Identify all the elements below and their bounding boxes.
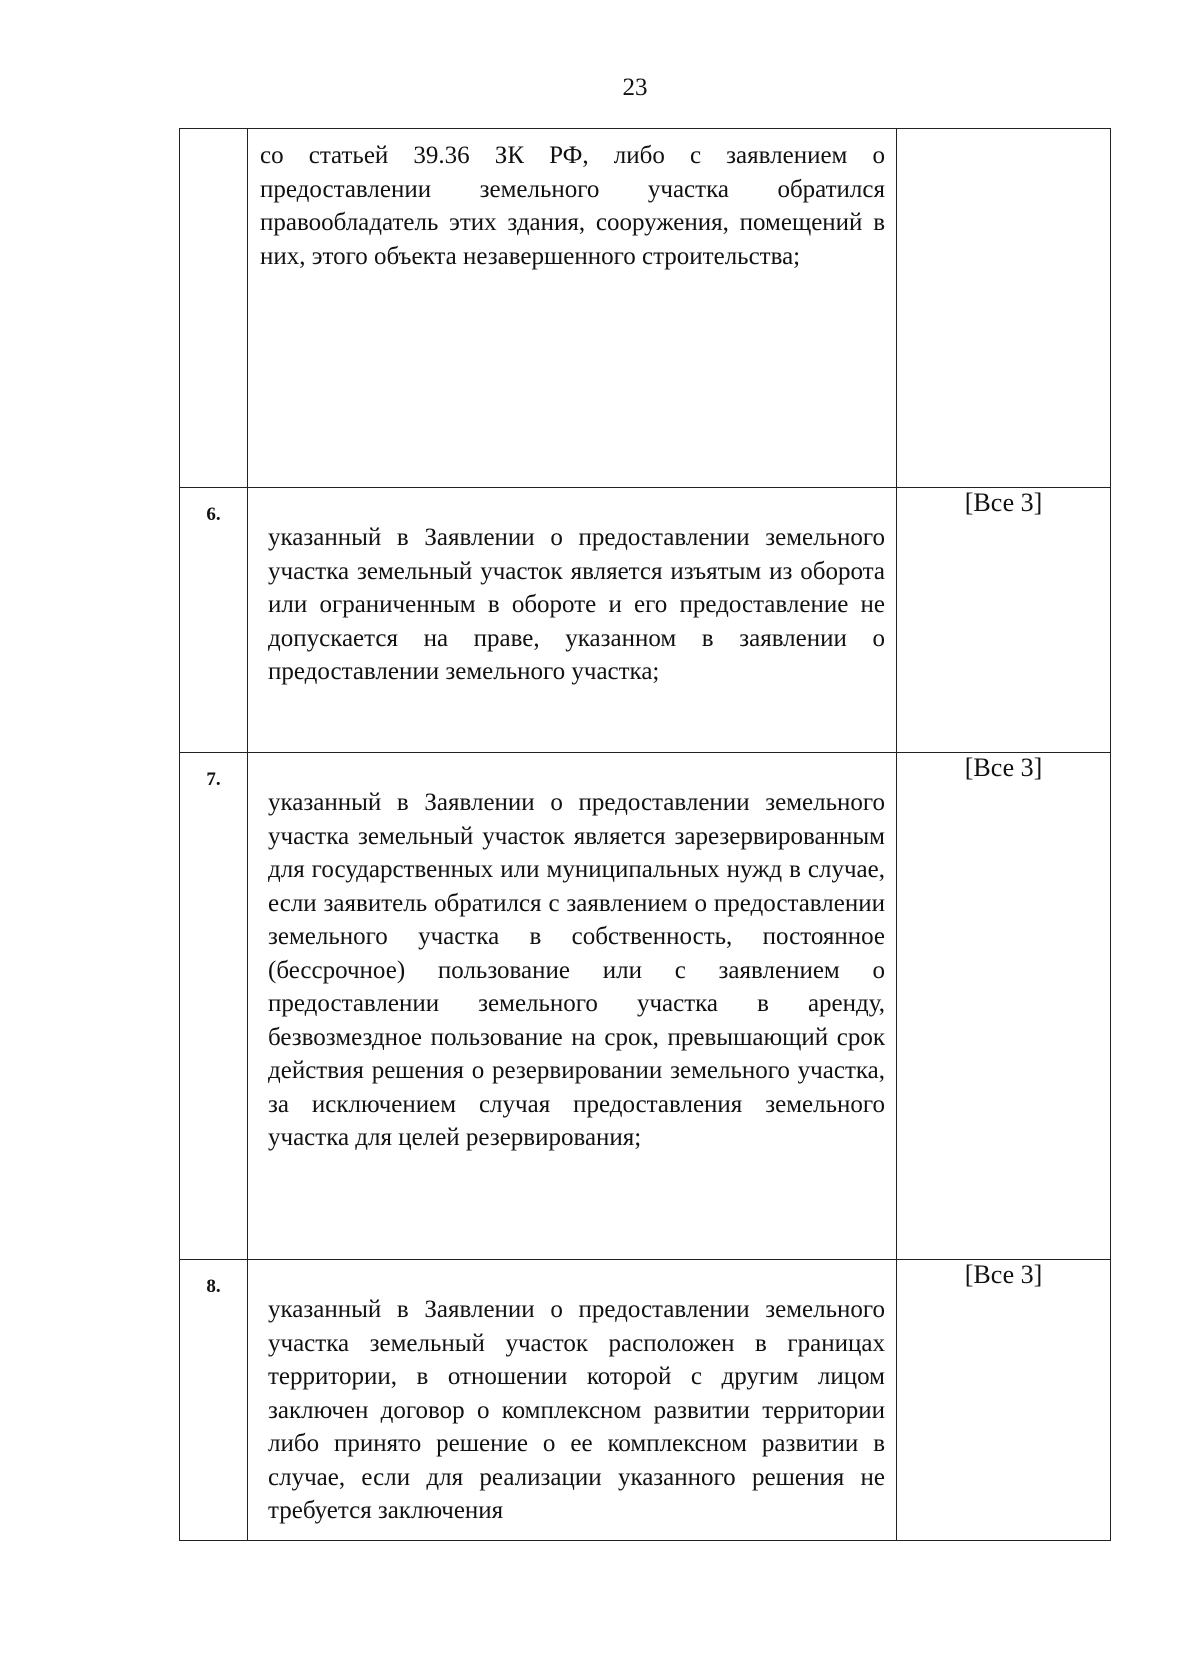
page-number: 23 (622, 74, 648, 101)
row-ref: [Все 3] (964, 488, 1043, 517)
row-number-cell (180, 1260, 248, 1541)
row-ref: [Все 3] (964, 1260, 1043, 1289)
row-text-cell (248, 1260, 897, 1541)
table-row (180, 753, 1111, 1260)
row-number-cell (180, 488, 248, 753)
row-ref-cell (897, 1260, 1111, 1541)
row-text: со статьей 39.36 ЗК РФ, либо с заявлением о предоставлении земельного участка обратился правообладатель этих здания, сооружения, помещений в них, этого объекта незавершенного строительства; (260, 142, 885, 270)
row-number: 6. (206, 504, 221, 525)
row-text: указанный в Заявлении о предоставлении земельного участка земельный участок является изъятым из оборота или ограниченным в обороте и его предоставление не допускается на праве, указанном в заявлении о предоставлении земельного участка; (268, 524, 885, 685)
row-ref-cell (897, 129, 1111, 488)
row-text: указанный в Заявлении о предоставлении земельного участка земельный участок расположен в границах территории, в отношении которой с другим лицом заключен договор о комплексном развитии территории либо принято решение о ее комплексном развитии в случае, если для реализации указанного решения не требуется заключения (268, 1296, 885, 1524)
row-number (180, 129, 247, 145)
row-number: 8. (206, 1276, 221, 1297)
row-number-cell (180, 129, 248, 488)
row-ref-cell (897, 488, 1111, 753)
table-row (180, 129, 1111, 488)
row-ref: [Все 3] (964, 753, 1043, 782)
row-text-cell (248, 488, 897, 753)
table-row (180, 488, 1111, 753)
row-ref-cell (897, 753, 1111, 1260)
row-text-cell (248, 129, 897, 488)
grounds-table (179, 128, 1111, 1541)
row-text: указанный в Заявлении о предоставлении земельного участка земельный участок является зарезервированным для государственных или муниципальных нужд в случае, если заявитель обратился с заявлением о предоставлении земельного участка в собственность, постоянное (бессрочное) пользование или с заявлением о предоставлении земельного участка в аренду, безвозмездное пользование на срок, превышающий срок действия решения о резервировании земельного участка, за исключением случая предоставления земельного участка для целей резервирования; (268, 789, 885, 1151)
row-number: 7. (206, 769, 221, 790)
row-text-cell (248, 753, 897, 1260)
table-row (180, 1260, 1111, 1541)
row-number-cell (180, 753, 248, 1260)
